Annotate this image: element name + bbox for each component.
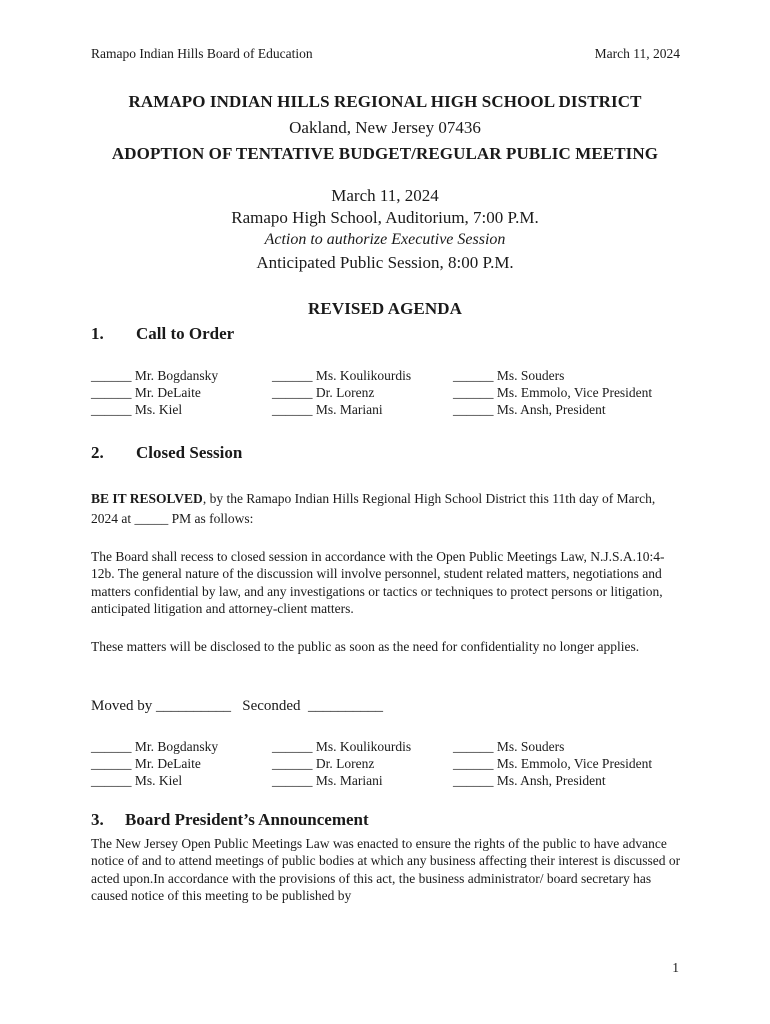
page-number: 1: [672, 960, 679, 975]
roll-call-entry: ______ Ms. Emmolo, Vice President: [453, 756, 653, 771]
section-1-heading: [91, 324, 234, 344]
meeting-venue: Ramapo High School, Auditorium, 7:00 P.M.: [231, 208, 539, 227]
section-title: Closed Session: [136, 443, 243, 462]
moved-seconded-line: Moved by __________ Seconded __________: [91, 698, 384, 714]
roll-call-column-3: [453, 367, 652, 418]
roll-call-column-2: [272, 367, 411, 418]
roll-call-entry: ______ Dr. Lorenz: [272, 385, 375, 400]
roll-call-entry: ______ Ms. Ansh, President: [453, 773, 606, 788]
roll-call-entry: ______ Dr. Lorenz: [272, 756, 375, 771]
district-title: RAMAPO INDIAN HILLS REGIONAL HIGH SCHOOL DISTRICT: [128, 92, 642, 111]
roll-call-entry: ______ Ms. Kiel: [91, 402, 183, 417]
section-3-heading: [91, 810, 369, 830]
section-number: 2.: [91, 443, 104, 462]
executive-session-note: Action to authorize Executive Session: [264, 231, 506, 248]
section-number: 1.: [91, 324, 104, 343]
roll-call-entry: ______ Ms. Souders: [453, 368, 565, 383]
roll-call-entry: ______ Mr. Bogdansky: [91, 739, 219, 754]
section-2-heading: [91, 443, 242, 463]
resolution-paragraph: [91, 489, 681, 529]
roll-call-entry: ______ Mr. DeLaite: [91, 756, 201, 771]
roll-call-entry: ______ Ms. Koulikourdis: [272, 739, 412, 754]
section-title: Board President’s Announcement: [125, 810, 369, 829]
section-title: Call to Order: [136, 324, 235, 343]
resolution-text: , by the Ramapo Indian Hills Regional High School District this 11th day of March, 2024 at _____ PM as follows:: [91, 491, 656, 526]
roll-call-entry: ______ Mr. Bogdansky: [91, 368, 219, 383]
roll-call-entry: ______ Ms. Mariani: [272, 773, 383, 788]
roll-call-entry: ______ Ms. Emmolo, Vice President: [453, 385, 653, 400]
running-header-left: Ramapo Indian Hills Board of Education: [91, 46, 313, 61]
announcement-paragraph: The New Jersey Open Public Meetings Law was enacted to ensure the rights of the public to have advance notice of and to attend meetings of public bodies at which any business affecting their interest is discussed or acted upon.In accordance with the provisions of this act, the business administrator/ board secretary has caused notice of this meeting to be published by: [91, 836, 681, 903]
meeting-date: March 11, 2024: [331, 186, 439, 205]
resolved-lead: BE IT RESOLVED: [91, 491, 203, 506]
disclosure-paragraph: These matters will be disclosed to the public as soon as the need for confidentiality no longer applies.: [91, 639, 640, 654]
roll-call-entry: ______ Ms. Mariani: [272, 402, 383, 417]
roll-call-column-1: [91, 367, 218, 418]
roll-call-entry: ______ Ms. Ansh, President: [453, 402, 606, 417]
roll-call-entry: ______ Mr. DeLaite: [91, 385, 201, 400]
roll-call-entry: ______ Ms. Souders: [453, 739, 565, 754]
meeting-title: ADOPTION OF TENTATIVE BUDGET/REGULAR PUBLIC MEETING: [111, 144, 659, 163]
closed-session-paragraph: The Board shall recess to closed session in accordance with the Open Public Meetings Law, N.J.S.A.10:4-12b. The general nature of the discussion will involve personnel, student related matters, negotiations and matters confidential by law, and any investigations or tactics or techniques to protect persons or litigation, anticipated litigation and attorney-client matters.: [91, 549, 665, 616]
agenda-heading: REVISED AGENDA: [308, 299, 462, 318]
roll-call-entry: ______ Ms. Kiel: [91, 773, 183, 788]
section-number: 3.: [91, 810, 104, 829]
public-session-time: Anticipated Public Session, 8:00 P.M.: [256, 253, 514, 272]
district-location: Oakland, New Jersey 07436: [289, 118, 481, 137]
roll-call-column-2: [272, 738, 411, 789]
roll-call-column-3: [453, 738, 652, 789]
roll-call-entry: ______ Ms. Koulikourdis: [272, 368, 412, 383]
running-header-right: March 11, 2024: [594, 46, 680, 61]
roll-call-column-1: [91, 738, 218, 789]
